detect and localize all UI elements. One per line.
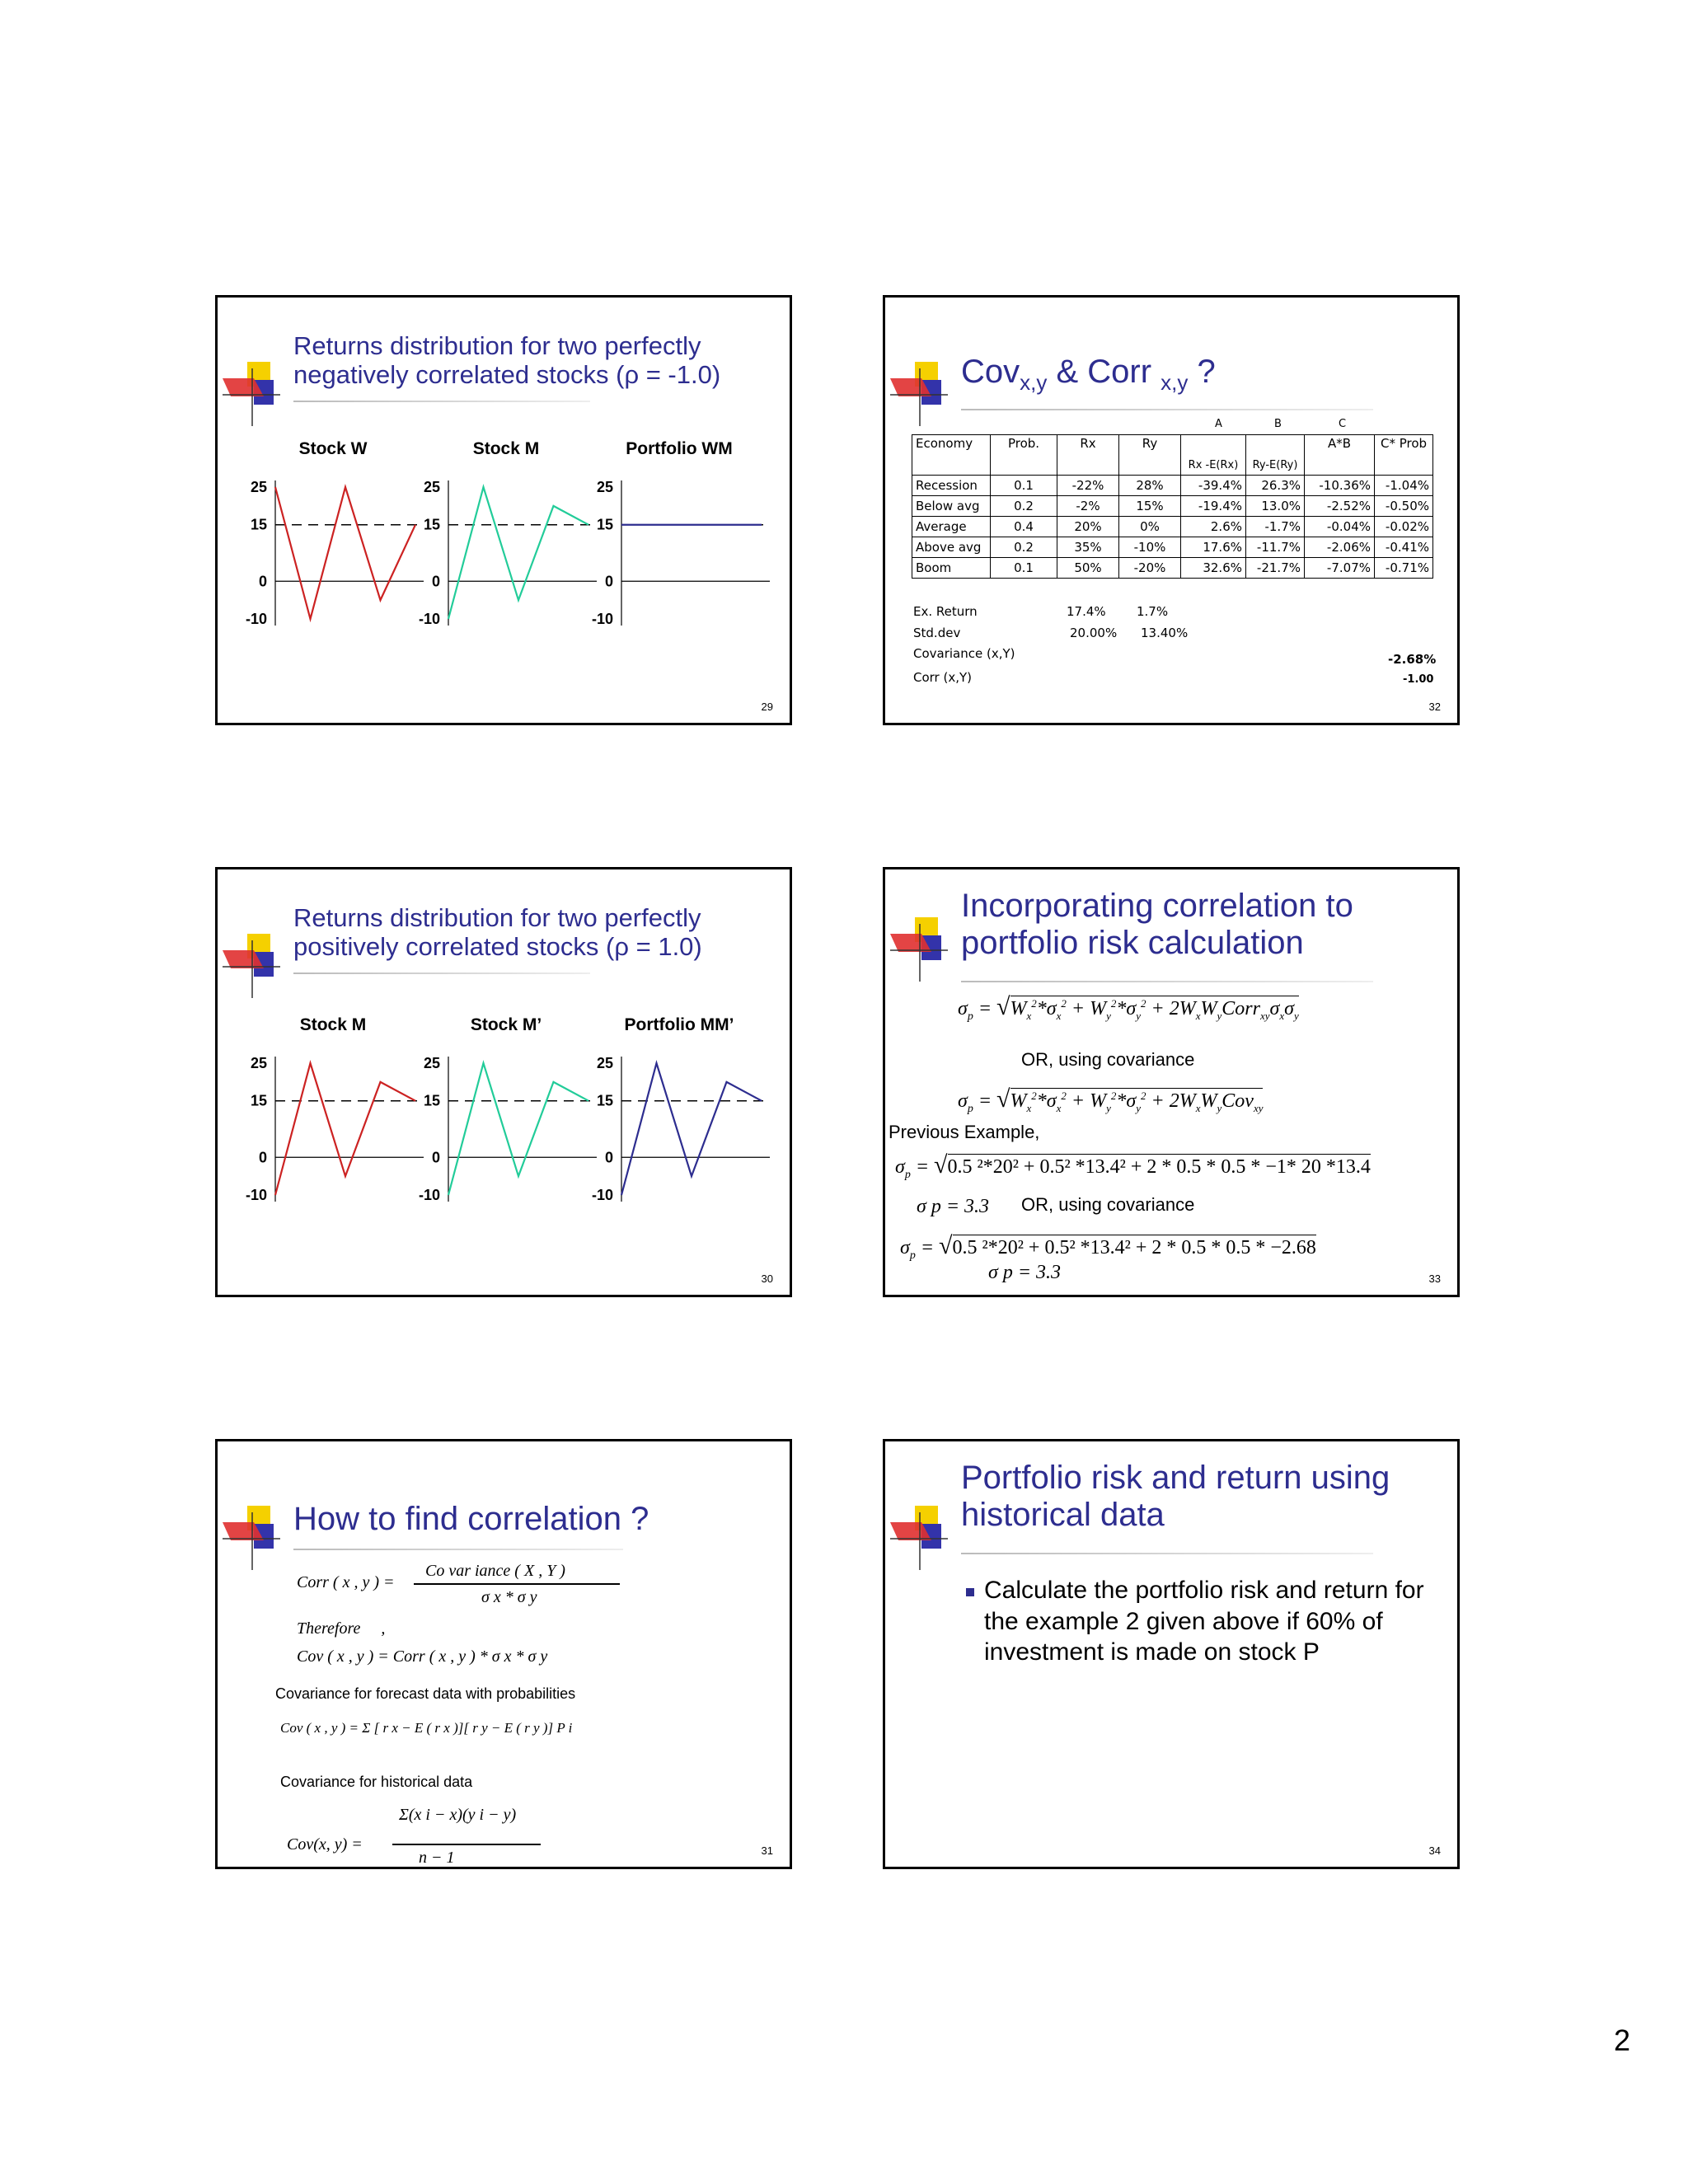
or-using-covariance-1: OR, using covariance xyxy=(1021,1049,1195,1070)
slide-29 xyxy=(215,295,792,725)
or-using-covariance-2: OR, using covariance xyxy=(1021,1194,1195,1215)
previous-example: Previous Example, xyxy=(889,1122,1040,1142)
page-number: 2 xyxy=(1613,2023,1630,2057)
table-row: Recession 0.1 -22% 28% -39.4% 26.3% -10.36% -1.04% xyxy=(912,476,1433,496)
y-tick-label: 25 xyxy=(596,479,613,495)
series-line xyxy=(448,487,588,619)
y-tick-label: 0 xyxy=(431,573,440,590)
y-tick-label: 0 xyxy=(258,1149,267,1166)
slide-title: Returns distribution for two perfectly negatively correlated stocks (ρ = -1.0) xyxy=(293,331,721,389)
slide-number: 30 xyxy=(761,1272,773,1285)
chart-group-30 xyxy=(218,1014,792,1261)
calc-corr: $\sigma_p = √0.5$ ²*20² + 0.5² *13.4² + 2 * 0.5 * 0.5 * −1* 20 *13.4 xyxy=(895,1151,1371,1181)
y-tick-label: 25 xyxy=(423,479,440,495)
slide-title: Cov$_{x,y}$ & Corr $_{x,y}$ ? xyxy=(961,354,1216,395)
table-row: Average 0.4 20% 0% 2.6% -1.7% -0.04% -0.02% xyxy=(912,517,1433,537)
chart-title: Stock W xyxy=(298,439,368,458)
y-tick-label: 15 xyxy=(250,516,267,533)
slide-title: Returns distribution for two perfectly positively correlated stocks (ρ = 1.0) xyxy=(293,903,702,961)
formula-hist-num: Σ(x i − x)(y i − y) xyxy=(399,1806,517,1824)
col-letter-b: B xyxy=(1274,418,1282,430)
chart-title: Portfolio MM’ xyxy=(624,1015,734,1034)
formula-hist-lhs: Cov(x, y) = xyxy=(287,1835,363,1854)
formula-cov: Cov ( x , y ) = Corr ( x , y ) * σ x * σ y xyxy=(297,1647,548,1666)
y-tick-label: -10 xyxy=(591,611,613,627)
slide-33 xyxy=(883,867,1460,1297)
y-tick-label: 25 xyxy=(250,479,267,495)
result-1: σ p = 3.3 xyxy=(917,1196,990,1217)
slide-logo-icon xyxy=(890,1506,948,1572)
formula-cov-forecast: Cov ( x , y ) = Σ [ r x − E ( r x )][ r y − E ( r y )] P i xyxy=(280,1720,573,1736)
bullet-text: Calculate the portfolio risk and return for the example 2 given above if 60% of investment is made on stock P xyxy=(984,1577,1424,1666)
therefore: Therefore , xyxy=(297,1619,386,1638)
slide-34 xyxy=(883,1439,1460,1869)
y-tick-label: -10 xyxy=(245,611,267,627)
chart-title: Stock M’ xyxy=(470,1015,542,1034)
series-line xyxy=(275,487,415,619)
slide-31 xyxy=(215,1439,792,1869)
y-tick-label: 25 xyxy=(250,1055,267,1071)
slide-title: Portfolio risk and return using historical data xyxy=(961,1460,1390,1533)
y-tick-label: 15 xyxy=(596,1092,613,1109)
slide-logo-icon xyxy=(890,917,948,983)
slide-30 xyxy=(215,867,792,1297)
y-tick-label: 0 xyxy=(258,573,267,590)
y-tick-label: 0 xyxy=(431,1149,440,1166)
label-historical: Covariance for historical data xyxy=(280,1774,473,1790)
slide-logo-icon xyxy=(223,362,280,428)
y-tick-label: -10 xyxy=(418,1187,440,1203)
y-tick-label: 15 xyxy=(596,516,613,533)
y-tick-label: 0 xyxy=(604,573,613,590)
col-letter-a: A xyxy=(1215,418,1222,430)
slide-number: 34 xyxy=(1428,1844,1441,1857)
formula-hist-den: n − 1 xyxy=(419,1849,455,1867)
y-tick-label: -10 xyxy=(418,611,440,627)
calc-cov: $\sigma_p = √0.5$ ²*20² + 0.5² *13.4² + 2 * 0.5 * 0.5 * −2.68 xyxy=(900,1232,1316,1262)
formula-sigma-cov: $\sigma_p = √W_x^2*\sigma_x^2 + W_y^2*\sigma_y^2 + 2W_xW_yCov_{xy}$ xyxy=(958,1085,1264,1115)
table-row: Boom 0.1 50% -20% 32.6% -21.7% -7.07% -0.71% xyxy=(912,558,1433,579)
y-tick-label: -10 xyxy=(591,1187,613,1203)
table-row: Below avg 0.2 -2% 15% -19.4% 13.0% -2.52% -0.50% xyxy=(912,496,1433,517)
slide-number: 32 xyxy=(1428,701,1441,713)
y-tick-label: 25 xyxy=(423,1055,440,1071)
y-tick-label: 15 xyxy=(250,1092,267,1109)
series-line xyxy=(448,1063,588,1195)
chart-title: Stock M xyxy=(472,439,540,458)
slide-logo-icon xyxy=(223,934,280,1000)
slide-logo-icon xyxy=(223,1506,280,1572)
slide-number: 29 xyxy=(761,701,773,713)
formula-corr: Corr ( x , y ) = xyxy=(297,1573,395,1591)
y-tick-label: 25 xyxy=(596,1055,613,1071)
formula-corr-den: σ x * σ y xyxy=(481,1588,537,1606)
chart-title: Stock M xyxy=(299,1015,367,1034)
result-2: σ p = 3.3 xyxy=(988,1262,1062,1283)
col-letter-c: C xyxy=(1339,418,1347,430)
series-line xyxy=(621,1063,762,1195)
chart-group-29 xyxy=(218,438,792,685)
formula-corr-num: Co var iance ( X , Y ) xyxy=(425,1562,565,1580)
series-line xyxy=(275,1063,415,1195)
slide-32: Cov$_{x,y}$ & Corr $_{x,y}$ ? A B C Economy Prob. Rx Ry A*B C* Prob Rx -E(Rx) Ry-E(Ry) Recession 0.1 -22% 28% -39.4% 26.3% -10.36% -1.04% Below avg 0.2 -2% 15% -19.4% 13.0% -2.52% -0.50% Average 0.4 20% 0% 2.6% -1.7% -0.04% -0.02% Above avg 0.2 35% -10% 17.6% -11.7% -2.06% -0.41% Boom 0.1 50% -20% 32.6% -21.7% -7.07% -0.71% Ex. Return 17.4% 1.7% Std.dev 20.00% 13.40% Covariance (x,Y) -2.68% Corr (x,Y) -1.00 32 xyxy=(883,295,1460,725)
slide-number: 33 xyxy=(1428,1272,1441,1285)
covariance-table: Economy Prob. Rx Ry A*B C* Prob Rx -E(Rx) Ry-E(Ry) Recession 0.1 -22% 28% -39.4% 26.3% -10.36% -1.04% Below avg 0.2 -2% 15% -19.4% 13.0% -2.52% -0.50% Average 0.4 20% 0% 2.6% -1.7% -0.04% -0.02% Above avg 0.2 35% -10% 17.6% -11.7% -2.06% -0.41% Boom 0.1 50% -20% 32.6% -21.7% -7.07% -0.71% xyxy=(912,434,1433,579)
formula-sigma-corr: $\sigma_p = √W_x^2*\sigma_x^2 + W_y^2*\sigma_y^2$ + $2W_xW_yCorr_{xy}\sigma_x\sigma_y$ xyxy=(958,993,1299,1023)
bullet-icon xyxy=(966,1588,974,1596)
y-tick-label: -10 xyxy=(245,1187,267,1203)
y-tick-label: 15 xyxy=(423,516,440,533)
slide-title: Incorporating correlation to portfolio risk calculation xyxy=(961,888,1353,961)
slide-number: 31 xyxy=(761,1844,773,1857)
table-row: Above avg 0.2 35% -10% 17.6% -11.7% -2.06% -0.41% xyxy=(912,537,1433,558)
slide-logo-icon xyxy=(890,362,948,428)
label-forecast: Covariance for forecast data with probabilities xyxy=(275,1685,576,1702)
chart-title: Portfolio WM xyxy=(626,439,733,458)
slide-title: How to find correlation ? xyxy=(293,1501,649,1537)
y-tick-label: 15 xyxy=(423,1092,440,1109)
table-header-row: Economy Prob. Rx Ry A*B C* Prob xyxy=(912,435,1433,456)
y-tick-label: 0 xyxy=(604,1149,613,1166)
